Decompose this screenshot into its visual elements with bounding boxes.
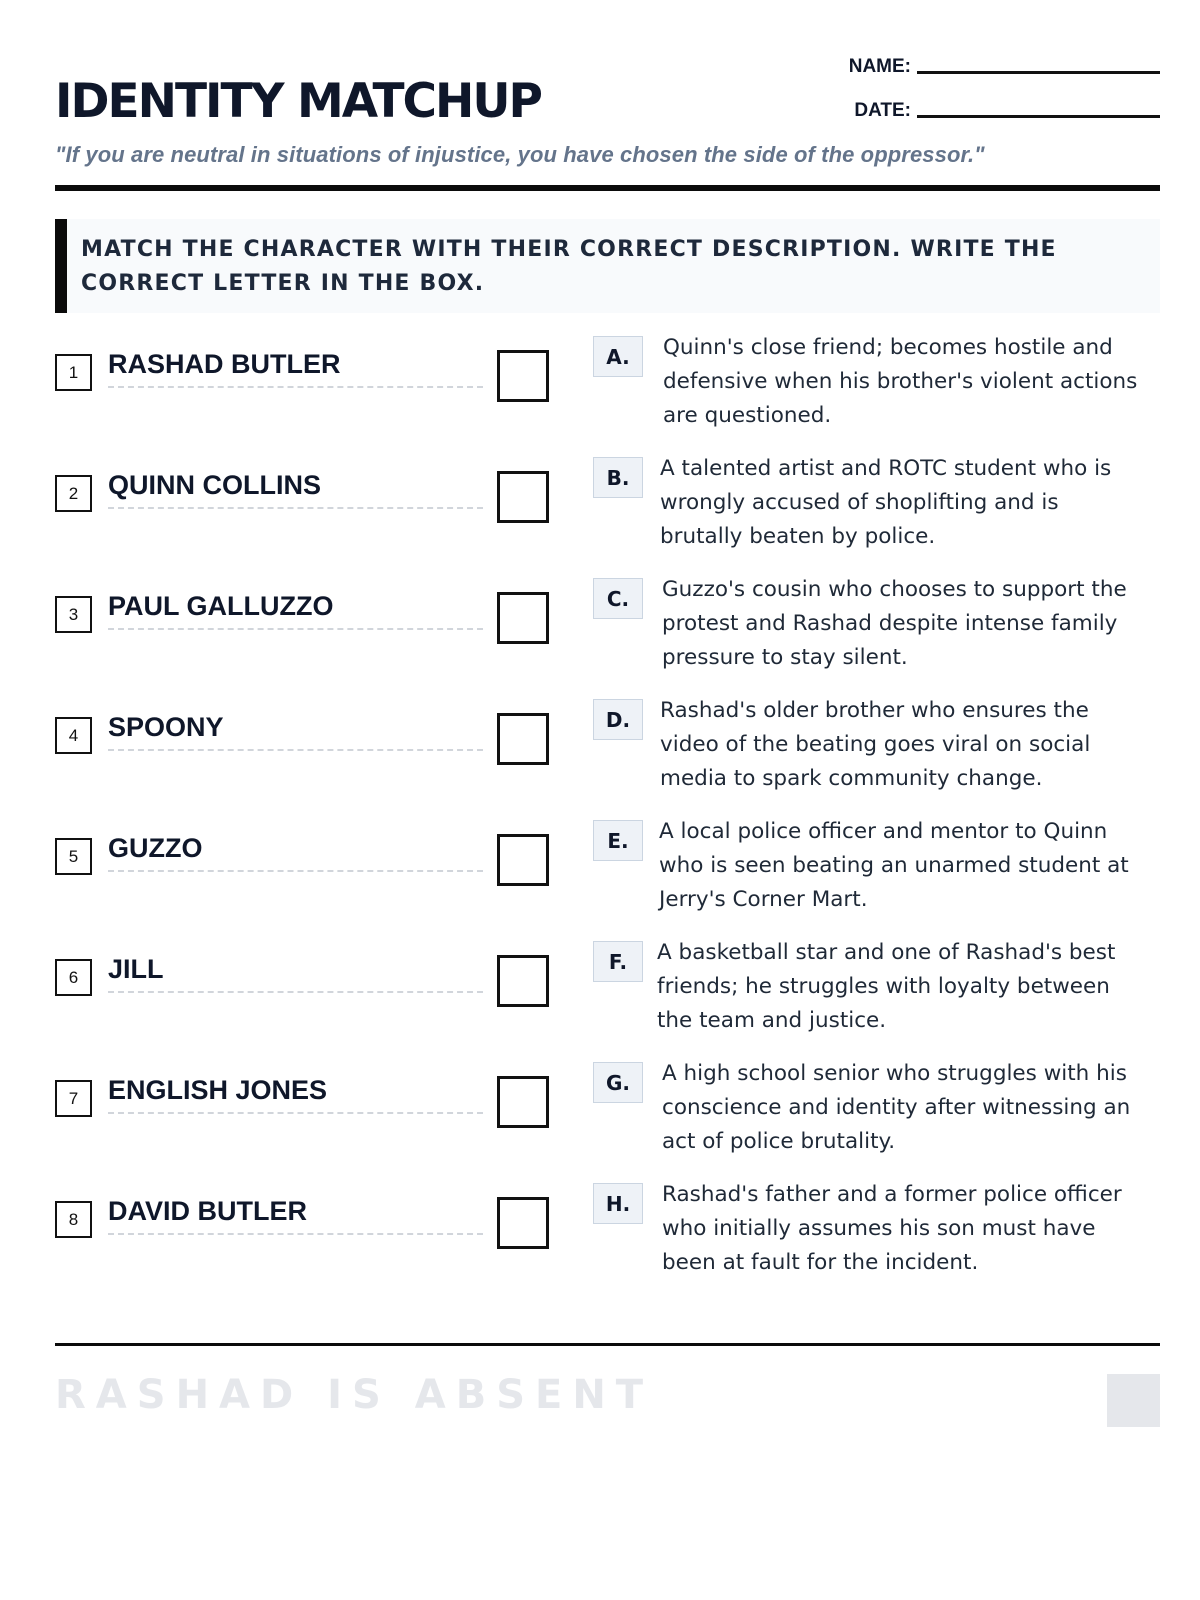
footer-placeholder-block [1107, 1374, 1160, 1427]
date-input-line[interactable] [917, 115, 1160, 118]
description-text: A talented artist and ROTC student who is wrongly accused of shoplifting and is brutally beaten by police. [660, 456, 1112, 549]
match-row [55, 940, 1160, 1064]
footer-title: RASHAD IS ABSENT [55, 1372, 654, 1418]
character-name: RASHAD BUTLER [108, 348, 483, 388]
header-divider [55, 185, 1160, 191]
match-row [55, 577, 1160, 701]
description-text: Rashad's father and a former police officer who initially assumes his son must have been at fault for the incident. [662, 1182, 1122, 1275]
character-name: QUINN COLLINS [108, 469, 483, 509]
name-label: NAME: [848, 56, 911, 77]
answer-box[interactable] [497, 955, 549, 1007]
item-number: 6 [55, 959, 92, 996]
name-input-line[interactable] [917, 71, 1160, 74]
instructions-text: MATCH THE CHARACTER WITH THEIR CORRECT DESCRIPTION. WRITE THE CORRECT LETTER IN THE BOX. [81, 237, 1057, 296]
description-letter: E. [593, 820, 643, 861]
description-text: Guzzo's cousin who chooses to support the protest and Rashad despite intense family pressure to stay silent. [662, 577, 1127, 670]
date-field [854, 100, 1160, 122]
match-row [55, 1061, 1160, 1185]
item-number: 8 [55, 1201, 92, 1238]
match-row [55, 456, 1160, 580]
item-number: 5 [55, 838, 92, 875]
item-number: 7 [55, 1080, 92, 1117]
description-letter: A. [593, 336, 643, 377]
name-field [849, 56, 1160, 78]
item-number: 3 [55, 596, 92, 633]
match-row [55, 335, 1160, 459]
item-number: 2 [55, 475, 92, 512]
description-text: Quinn's close friend; becomes hostile and defensive when his brother's violent actions are questioned. [663, 335, 1138, 428]
page-title: IDENTITY MATCHUP [55, 74, 541, 129]
match-row [55, 698, 1160, 822]
match-row [55, 1182, 1160, 1306]
character-name: JILL [108, 953, 483, 993]
answer-box[interactable] [497, 592, 549, 644]
answer-box[interactable] [497, 1197, 549, 1249]
description-letter: H. [593, 1183, 643, 1224]
worksheet-page [55, 0, 1160, 1600]
footer-divider [55, 1343, 1160, 1346]
description-letter: F. [593, 941, 643, 982]
date-label: DATE: [854, 100, 911, 121]
description-text: Rashad's older brother who ensures the video of the beating goes viral on social media to spark community change. [660, 698, 1091, 791]
character-name: ENGLISH JONES [108, 1074, 483, 1114]
character-name: DAVID BUTLER [108, 1195, 483, 1235]
description-letter: G. [593, 1062, 643, 1103]
item-number: 1 [55, 354, 92, 391]
description-letter: C. [593, 578, 643, 619]
match-row [55, 819, 1160, 943]
character-name: SPOONY [108, 711, 483, 751]
description-letter: D. [593, 699, 643, 740]
item-number: 4 [55, 717, 92, 754]
description-text: A basketball star and one of Rashad's best friends; he struggles with loyalty between the team and justice. [657, 940, 1116, 1033]
description-text: A local police officer and mentor to Quinn who is seen beating an unarmed student at Jerry's Corner Mart. [659, 819, 1129, 912]
description-letter: B. [593, 457, 643, 498]
epigraph-quote: "If you are neutral in situations of injustice, you have chosen the side of the oppressor." [55, 142, 985, 167]
answer-box[interactable] [497, 713, 549, 765]
character-name: GUZZO [108, 832, 483, 872]
description-text: A high school senior who struggles with his conscience and identity after witnessing an act of police brutality. [662, 1061, 1131, 1154]
answer-box[interactable] [497, 350, 549, 402]
answer-box[interactable] [497, 1076, 549, 1128]
answer-box[interactable] [497, 471, 549, 523]
character-name: PAUL GALLUZZO [108, 590, 483, 630]
answer-box[interactable] [497, 834, 549, 886]
instructions-box [55, 219, 1160, 313]
